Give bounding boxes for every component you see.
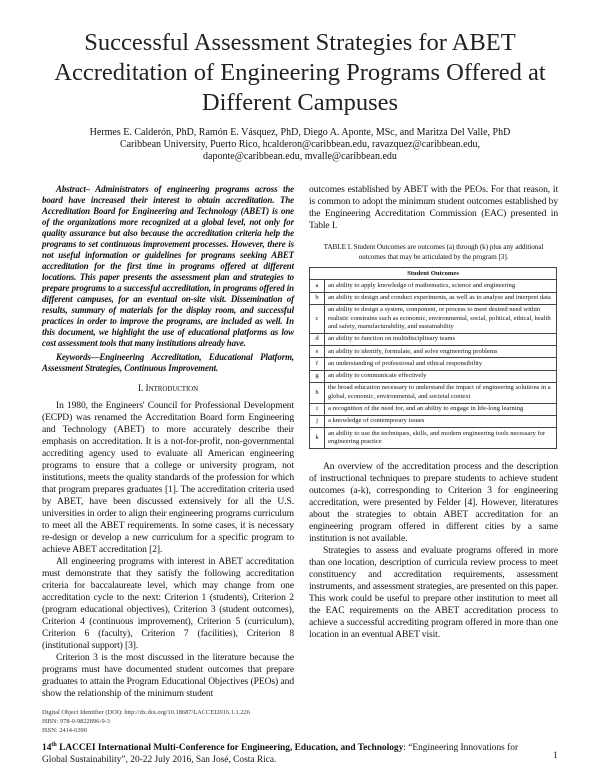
keywords: Keywords—Engineering Accreditation, Educational Platform, Assessment Strategies, Continuous Improvement.: [42, 352, 294, 373]
author-affiliation: Caribbean University, Puerto Rico, hcalderon@caribbean.edu, ravazquez@caribbean.edu, daponte@caribbean.edu, mvalle@caribbean.edu: [119, 139, 481, 162]
table-row: [310, 292, 557, 304]
outcome-letter: i: [310, 403, 325, 415]
outcome-text: a knowledge of contemporary issues: [325, 415, 557, 427]
table-row: [310, 304, 557, 333]
paragraph: An overview of the accreditation process and the description of instructional techniques to prepare students to achieve student outcomes (a-k), corresponding to Criterion 3 for engineering accreditation, were presented by Felder [4]. However, literatures about the strategies to obtain ABET accreditation for an engineering program offered in different cities by a same institution is not available.: [309, 460, 558, 544]
section-heading: I. Introduction: [137, 383, 199, 394]
conf-details: : “Engineering Innovations for Global Sustainability”, 20-22 July 2016, San José, Costa Rica.: [42, 743, 519, 766]
outcome-text: an ability to communicate effectively: [325, 370, 557, 382]
paragraph: Strategies to assess and evaluate programs offered in more than one location, description of curricula review process to meet constituency and accreditation requirements, assessment instruments, and assessment strategies, are presented on this paper. This work could be useful to prepare other institution to meet all the EAC requirements on the ABET accreditation process to achieve a successful accrediting program offered in more than one location in an eventual ABET visit.: [309, 544, 558, 640]
paragraph: All engineering programs with interest in ABET accreditation must demonstrate that they satisfy the following accreditation criteria for baccalaureate level, which may change from one accreditation cycle to the next: Criterion 1 (students), Criterion 2 (program educational objectives), Criterion 3 (student outcomes), Criterion 4 (continuous improvement), Criterion 5 (curriculum), Criterion 6 (faculty), Criterion 7 (facilities), Criterion 8 (institutional support) [3].: [42, 556, 294, 651]
conf-ordinal: 14: [42, 743, 52, 754]
outcome-text: an ability to design a system, component, or process to meet desired need within realistic constrains such as economic, environmental, social, political, ethical, health and safety, manufacturability, and sustainability: [325, 304, 557, 333]
table-row: [310, 333, 557, 345]
outcome-letter: e: [310, 346, 325, 358]
paragraph: Criterion 3 is the most discussed in the literature because the programs must have documented student outcomes that prepare graduates to attain the Program Educational Objectives (PEOs) and show the relationship of the minimum student: [42, 652, 294, 699]
conf-name: LACCEI International Multi-Conference for Engineering, Education, and Technology: [56, 743, 404, 754]
table-header: Student Outcomes: [310, 268, 557, 280]
doi-block: [42, 708, 294, 735]
isbn: ISBN: 978-0-9822896-9-3: [42, 718, 110, 725]
table-row: [310, 370, 557, 382]
outcome-letter: d: [310, 333, 325, 345]
outcome-text: the broad education necessary to understand the impact of engineering solutions in a global, economic, environmental, and societal context: [325, 382, 557, 403]
outcome-letter: k: [310, 428, 325, 449]
abstract: Abstract– Administrators of engineering programs across the board have increased their interest to obtain accreditation. The Accreditation Board for Engineering and Technology (ABET) is one of the organizations more recognized at a global level, not only for quality assurance but also because the accreditation criteria help the programs to set continuous improvement processes. However, there is not useful information or guidelines for programs seeking ABET accreditation for the first time in programs offered at different locations. This paper presents the assessment plan and strategies to prepare programs to a successful accreditation, in programs offered in different campuses, for an eventual on-site visit. Dissemination of results, summary of materials for the display room, and successful practices in order to improve the programs, are included as well. In this document, we highlight the use of educational platforms as low cost assessment tools that many institutions already have.: [42, 184, 294, 348]
table-row: [310, 428, 557, 449]
table-caption: TABLE I. Student Outcomes are outcomes (a) through (k) plus any additional outcomes that may be articulated by the program [3].: [323, 242, 544, 261]
outcome-letter: a: [310, 280, 325, 292]
outcome-letter: h: [310, 382, 325, 403]
outcome-letter: j: [310, 415, 325, 427]
outcome-text: an ability to function on multidisciplinary teams: [325, 333, 557, 345]
outcome-letter: g: [310, 370, 325, 382]
outcome-letter: c: [310, 304, 325, 333]
table-row: [310, 415, 557, 427]
table-row: [310, 403, 557, 415]
author-names: Hermes E. Calderón, PhD, Ramón E. Vásquez, PhD, Diego A. Aponte, MSc, and Maritza Del Valle, PhD: [89, 127, 511, 138]
outcome-text: an ability to apply knowledge of mathematics, science and engineering: [325, 280, 557, 292]
outcome-letter: f: [310, 358, 325, 370]
paragraph: outcomes established by ABET with the PEOs. For that reason, it is common to adopt the minimum student outcomes established by the Engineering Accreditation Commission (EAC) presented in Table I.: [309, 184, 558, 231]
table-row: [310, 358, 557, 370]
paragraph: In 1980, the Engineers' Council for Professional Development (ECPD) was renamed the Accreditation Board form Engineering and Technology (ABET) to more accurately describe their emphasis on accreditation. It is a not-for-profit, non-governmental accrediting agency used to evaluate all American engineering programs to ensure that a college or university program, not institutions, meets the quality standards of the profession for which that program prepares graduates [1]. The accreditation criteria used by ABET, have been discussed extensively for all the U.S. universities in order to align their engineering programs curriculum to meet all the ABET requirements. In some cases, it is necessary re-design or develop a new curriculum for a specific program to achieve ABET accreditation [2].: [42, 400, 294, 555]
table-row: [310, 382, 557, 403]
author-block: [40, 127, 560, 163]
outcome-text: an ability to identify, formulate, and solve engineering problems: [325, 346, 557, 358]
table-row: [310, 280, 557, 292]
outcome-text: an ability to use the techniques, skills, and modern engineering tools necessary for engineering practice: [325, 428, 557, 449]
student-outcomes-table: [309, 267, 557, 449]
outcome-letter: b: [310, 292, 325, 304]
outcome-text: a recognition of the need for, and an ability to engage in life-long learning: [325, 403, 557, 415]
doi-link[interactable]: Digital Object Identifier (DOI): http://dx.doi.org/10.18687/LACCEI2016.1.1.226: [42, 709, 250, 716]
table-row: [310, 346, 557, 358]
outcome-text: an understanding of professional and ethical responsibility: [325, 358, 557, 370]
page-number: 1: [553, 751, 558, 761]
outcome-text: an ability to design and conduct experiments, as well as to analyse and interpret data: [325, 292, 557, 304]
paper-title: Successful Assessment Strategies for ABET Accreditation of Engineering Programs Offered at Different Campuses: [54, 29, 546, 116]
conference-footer: [42, 739, 542, 766]
left-column: [42, 184, 294, 735]
conf-ordinal-suffix: th: [51, 742, 57, 748]
issn: ISSN: 2414-6390: [42, 727, 87, 734]
right-column: [309, 184, 558, 641]
